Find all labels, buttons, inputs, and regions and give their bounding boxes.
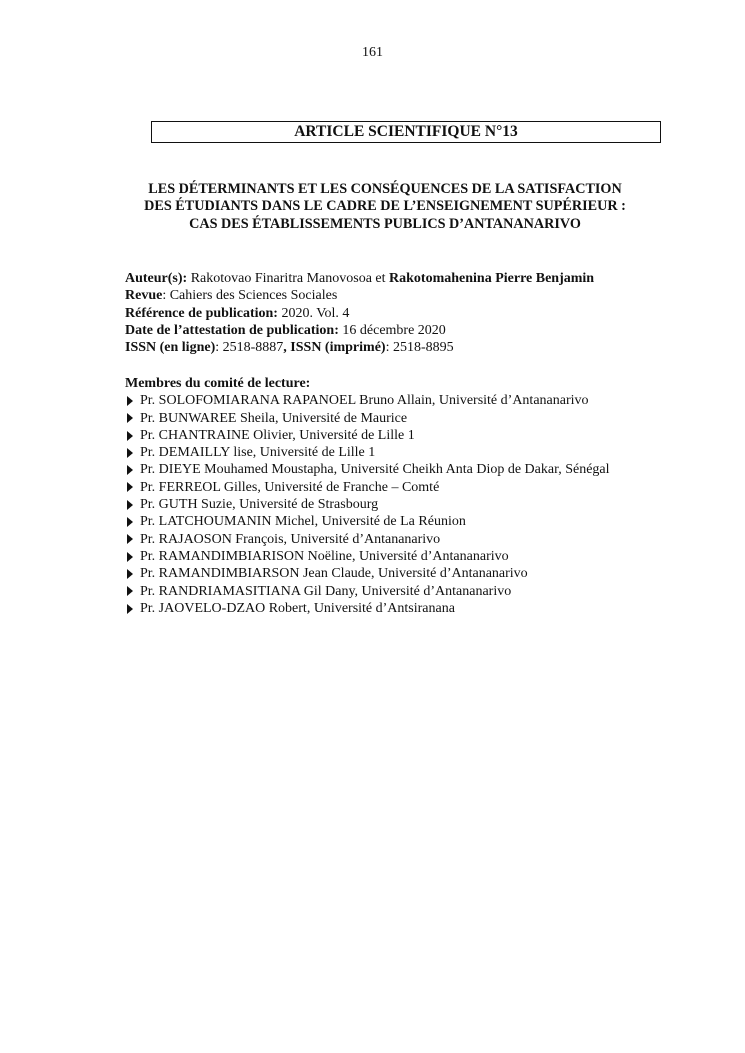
triangle-bullet-icon bbox=[127, 396, 133, 406]
article-title bbox=[112, 181, 658, 233]
author-secondary: Rakotomahenina Pierre Benjamin bbox=[389, 271, 595, 286]
committee-list bbox=[125, 392, 725, 617]
member-name: Pr. RAJAOSON François, Université d’Antananarivo bbox=[140, 531, 441, 547]
revue-value: : Cahiers des Sciences Sociales bbox=[162, 288, 338, 304]
reference-label: Référence de publication: bbox=[125, 305, 278, 321]
list-item bbox=[125, 444, 725, 461]
list-item bbox=[125, 565, 725, 582]
member-name: Pr. GUTH Suzie, Université de Strasbourg bbox=[140, 497, 379, 513]
list-item bbox=[125, 531, 725, 548]
list-item bbox=[125, 479, 725, 496]
list-item bbox=[125, 600, 725, 617]
member-name: Pr. FERREOL Gilles, Université de Franche – Comté bbox=[140, 479, 440, 495]
triangle-bullet-icon bbox=[127, 534, 133, 544]
reading-committee bbox=[125, 375, 725, 617]
publication-info bbox=[125, 270, 705, 356]
list-item bbox=[125, 392, 725, 409]
author-primary: Rakotovao Finaritra Manovosoa bbox=[190, 271, 372, 286]
member-name: Pr. DIEYE Mouhamed Moustapha, Université Cheikh Anta Diop de Dakar, Sénégal bbox=[140, 462, 610, 478]
issn-row bbox=[125, 339, 705, 356]
date-row bbox=[125, 322, 705, 339]
member-name: Pr. RAMANDIMBIARSON Jean Claude, Université d’Antananarivo bbox=[140, 566, 528, 582]
triangle-bullet-icon bbox=[127, 448, 133, 458]
date-label: Date de l’attestation de publication: bbox=[125, 322, 339, 338]
title-line: LES DÉTERMINANTS ET LES CONSÉQUENCES DE LA SATISFACTION bbox=[148, 181, 622, 197]
triangle-bullet-icon bbox=[127, 431, 133, 441]
article-label-box bbox=[151, 121, 661, 143]
member-name: Pr. CHANTRAINE Olivier, Université de Lille 1 bbox=[140, 427, 415, 443]
triangle-bullet-icon bbox=[127, 569, 133, 579]
triangle-bullet-icon bbox=[127, 465, 133, 475]
triangle-bullet-icon bbox=[127, 586, 133, 596]
reference-value: 2020. Vol. 4 bbox=[281, 305, 350, 321]
member-name: Pr. JAOVELO-DZAO Robert, Université d’Antsiranana bbox=[140, 600, 455, 616]
authors-row bbox=[125, 270, 705, 287]
list-item bbox=[125, 583, 725, 600]
article-label: ARTICLE SCIENTIFIQUE N°13 bbox=[294, 123, 518, 140]
list-item bbox=[125, 427, 725, 444]
issn-online-label: ISSN (en ligne) bbox=[125, 340, 216, 356]
issn-online-value: : 2518-8887 bbox=[215, 340, 284, 356]
reference-row bbox=[125, 305, 705, 322]
member-name: Pr. RANDRIAMASITIANA Gil Dany, Université d’Antananarivo bbox=[140, 583, 512, 599]
member-name: Pr. LATCHOUMANIN Michel, Université de La Réunion bbox=[140, 514, 466, 530]
list-item bbox=[125, 410, 725, 427]
triangle-bullet-icon bbox=[127, 500, 133, 510]
list-item bbox=[125, 496, 725, 513]
member-name: Pr. SOLOFOMIARANA RAPANOEL Bruno Allain, Université d’Antananarivo bbox=[140, 393, 589, 409]
triangle-bullet-icon bbox=[127, 517, 133, 527]
authors-label: Auteur(s): bbox=[125, 271, 188, 286]
list-item bbox=[125, 513, 725, 530]
revue-row bbox=[125, 287, 705, 304]
triangle-bullet-icon bbox=[127, 413, 133, 423]
title-line: DES ÉTUDIANTS DANS LE CADRE DE L’ENSEIGNEMENT SUPÉRIEUR : bbox=[144, 198, 626, 215]
member-name: Pr. RAMANDIMBIARISON Noëline, Université d’Antananarivo bbox=[140, 548, 509, 564]
title-line: CAS DES ÉTABLISSEMENTS PUBLICS D’ANTANANARIVO bbox=[189, 215, 581, 232]
page-number: 161 bbox=[362, 45, 383, 60]
triangle-bullet-icon bbox=[127, 552, 133, 562]
list-item bbox=[125, 461, 725, 478]
author-separator: et bbox=[375, 271, 386, 286]
date-value: 16 décembre 2020 bbox=[342, 322, 446, 338]
triangle-bullet-icon bbox=[127, 604, 133, 614]
issn-print-value: : 2518-8895 bbox=[385, 340, 454, 356]
issn-print-label: , ISSN (imprimé) bbox=[283, 340, 386, 356]
member-name: Pr. BUNWAREE Sheila, Université de Maurice bbox=[140, 410, 408, 426]
member-name: Pr. DEMAILLY lise, Université de Lille 1 bbox=[140, 445, 376, 461]
triangle-bullet-icon bbox=[127, 482, 133, 492]
revue-label: Revue bbox=[125, 288, 163, 304]
list-item bbox=[125, 548, 725, 565]
committee-heading: Membres du comité de lecture: bbox=[125, 376, 311, 391]
